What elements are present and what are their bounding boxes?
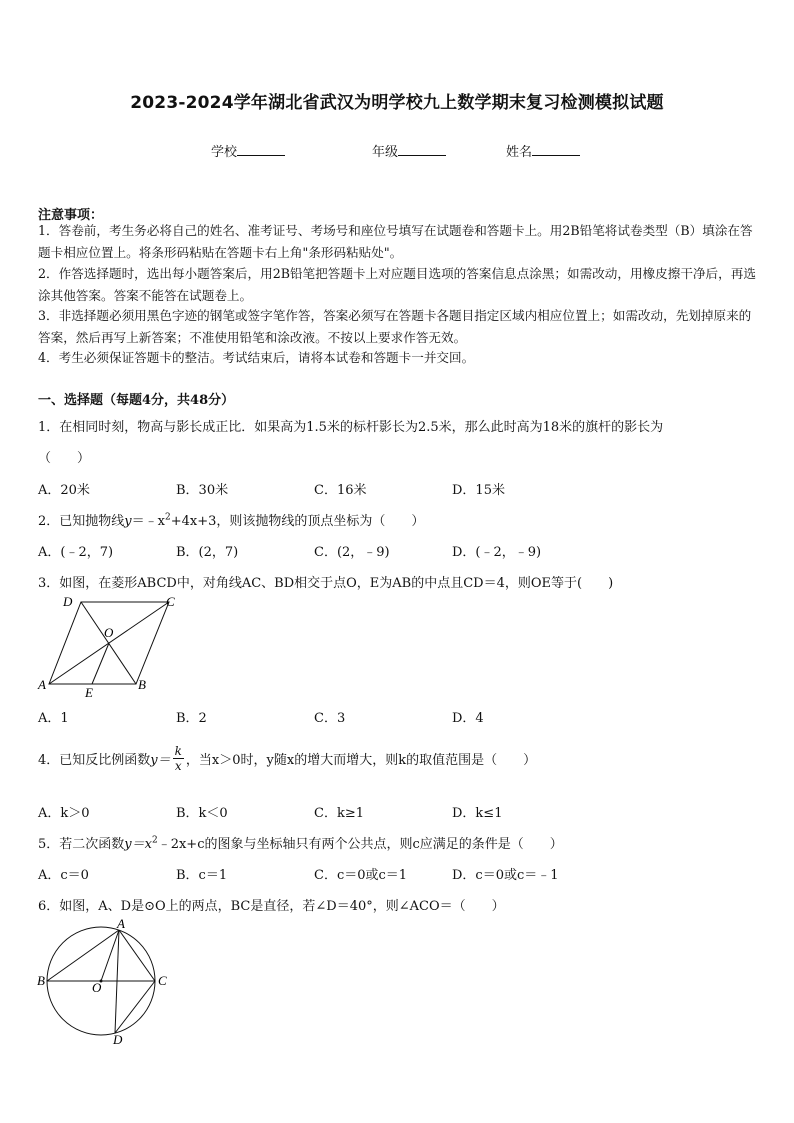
q4-stem-b: ，当x＞0时，y随x的增大而增大，则k的取值范围是（ ） bbox=[185, 753, 537, 768]
q3-option-d[interactable]: D．4 bbox=[452, 711, 484, 726]
label-c: C bbox=[166, 594, 175, 609]
q4-stem-a: 4．已知反比例函数 bbox=[38, 753, 151, 768]
circle-figure bbox=[34, 915, 174, 1047]
label-a: A bbox=[117, 916, 125, 931]
school-label: 学校 bbox=[211, 145, 238, 160]
q4-option-a[interactable]: A．k＞0 bbox=[38, 806, 90, 821]
q3-option-c[interactable]: C．3 bbox=[314, 711, 346, 726]
grade-field bbox=[372, 141, 446, 160]
label-d: D bbox=[63, 594, 73, 609]
q2-option-d[interactable]: D．(﹣2，﹣9) bbox=[452, 545, 542, 560]
label-a: A bbox=[38, 677, 46, 692]
q3-option-b[interactable]: B．2 bbox=[176, 711, 207, 726]
q3-option-a[interactable]: A．1 bbox=[38, 711, 69, 726]
q1-option-a[interactable]: A．20米 bbox=[38, 483, 90, 498]
q2-option-b[interactable]: B．(2，7) bbox=[176, 545, 239, 560]
school-field bbox=[211, 141, 285, 160]
q4-option-b[interactable]: B．k＜0 bbox=[176, 806, 228, 821]
q2-stem-y: y bbox=[124, 514, 132, 529]
label-c: C bbox=[158, 973, 167, 988]
q2-stem-c: ＝﹣x bbox=[131, 514, 165, 529]
name-blank[interactable] bbox=[532, 143, 580, 156]
note-item-4: 4．考生必须保证答题卡的整洁。考试结束后，请将本试卷和答题卡一并交回。 bbox=[38, 350, 475, 365]
note-item-2: 2．作答选择题时，选出每小题答案后，用2B铅笔把答题卡上对应题目选项的答案信息点涂黑；如需改动，用橡皮擦干净后，再选涂其他答案。答案不能答在试题卷上。 bbox=[38, 266, 756, 303]
page-title: 2023-2024学年湖北省武汉为明学校九上数学期末复习检测模拟试题 bbox=[130, 93, 664, 113]
label-b: B bbox=[37, 973, 45, 988]
q4-y-eq: y＝ bbox=[150, 753, 171, 768]
grade-blank[interactable] bbox=[398, 143, 446, 156]
q5-stem-sup: 2 bbox=[151, 835, 158, 846]
note-item-3: 3．非选择题必须用黑色字迹的钢笔或签字笔作答，答案必须写在答题卡各题目指定区域内相应位置上；如需改动，先划掉原来的答案，然后再写上新答案；不准使用铅笔和涂改液。不按以上要求作答无效。 bbox=[38, 308, 752, 345]
name-field bbox=[506, 141, 580, 160]
label-e: E bbox=[85, 685, 93, 700]
chord-ab bbox=[47, 930, 119, 981]
question-6-stem: 6．如图，A、D是⊙O上的两点，BC是直径，若∠D＝40°，则∠ACO＝（ ） bbox=[38, 899, 505, 914]
question-2-stem bbox=[38, 510, 424, 529]
notes-heading: 注意事项： bbox=[38, 208, 104, 223]
rhombus-figure bbox=[36, 590, 186, 700]
q5-option-b[interactable]: B．c＝1 bbox=[176, 868, 228, 883]
q2-stem-sup: 2 bbox=[164, 512, 171, 523]
q5-option-c[interactable]: C．c＝0或c＝1 bbox=[314, 868, 408, 883]
q2-stem-a: 2．已知抛物线 bbox=[38, 514, 125, 529]
q5-stem-c: ﹣2x+c的图象与坐标轴只有两个公共点，则c应满足的条件是（ ） bbox=[157, 837, 563, 852]
name-label: 姓名 bbox=[506, 145, 533, 160]
q1-option-b[interactable]: B．30米 bbox=[176, 483, 229, 498]
grade-label: 年级 bbox=[372, 145, 399, 160]
label-o: O bbox=[104, 625, 114, 640]
question-5-stem bbox=[38, 833, 563, 852]
chord-dc bbox=[115, 981, 155, 1033]
question-1-stem: 1．在相同时刻，物高与影长成正比．如果高为1.5米的标杆影长为2.5米，那么此时高为18米的旗杆的影长为 bbox=[38, 420, 664, 435]
q2-stem-d: +4x+3，则该抛物线的顶点坐标为（ ） bbox=[170, 514, 425, 529]
radius-oa bbox=[101, 930, 119, 981]
q1-option-c[interactable]: C．16米 bbox=[314, 483, 367, 498]
fraction-k-over-x bbox=[173, 744, 184, 773]
q4-option-c[interactable]: C．k≥1 bbox=[314, 806, 364, 821]
question-3-stem: 3．如图，在菱形ABCD中，对角线AC、BD相交于点O，E为AB的中点且CD＝4，则OE等于( ) bbox=[38, 576, 614, 591]
q4-option-d[interactable]: D．k≤1 bbox=[452, 806, 503, 821]
label-b: B bbox=[138, 677, 146, 692]
q5-stem-b: y＝x bbox=[124, 837, 152, 852]
q2-option-c[interactable]: C．(2，﹣9) bbox=[314, 545, 390, 560]
q2-option-a[interactable]: A．(﹣2，7) bbox=[38, 545, 114, 560]
q5-option-d[interactable]: D．c＝0或c＝﹣1 bbox=[452, 868, 559, 883]
fraction-numerator: k bbox=[174, 744, 182, 758]
q1-option-d[interactable]: D．15米 bbox=[452, 483, 505, 498]
school-blank[interactable] bbox=[237, 143, 285, 156]
label-o: O bbox=[92, 980, 102, 995]
question-4-stem bbox=[38, 744, 536, 773]
chord-ac bbox=[119, 930, 155, 981]
fraction-denominator: x bbox=[174, 759, 182, 773]
q5-stem-a: 5．若二次函数 bbox=[38, 837, 125, 852]
note-item-1: 1．答卷前，考生务必将自己的姓名、准考证号、考场号和座位号填写在试题卷和答题卡上。用2B铅笔将试卷类型（B）填涂在答题卡相应位置上。将条形码粘贴在答题卡右上角"条形码粘贴处"。 bbox=[38, 223, 753, 260]
question-1-paren: （ ） bbox=[38, 451, 91, 466]
label-d: D bbox=[113, 1032, 123, 1047]
section-heading: 一、选择题（每题4分，共48分） bbox=[38, 393, 235, 408]
q5-option-a[interactable]: A．c＝0 bbox=[38, 868, 89, 883]
